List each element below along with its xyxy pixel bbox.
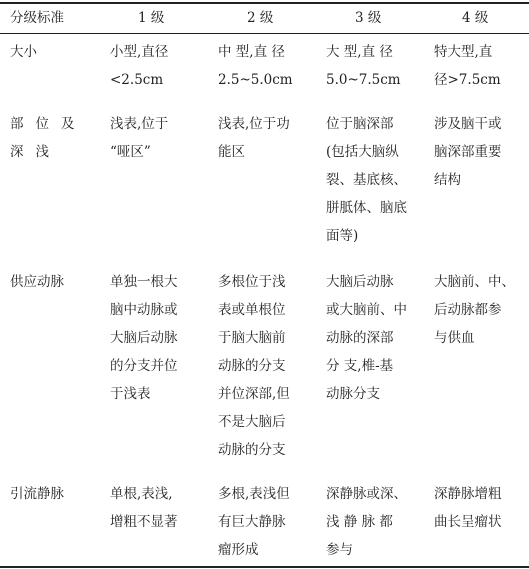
cell-size-grade-3: 大 型,直 径 5.0~7.5cm xyxy=(326,44,401,88)
cell-location-grade-2: 浅表,位于功 能区 xyxy=(218,116,290,160)
header-grade-2: 2 级 xyxy=(247,10,274,26)
cell-arteries-grade-1: 单独一根大 脑中动脉或 大脑后动脉 的分支并位 于浅表 xyxy=(110,274,178,402)
header-grade-4: 4 级 xyxy=(462,10,489,26)
table-bottom-rule xyxy=(0,566,529,568)
table-header-rule xyxy=(0,33,529,34)
header-criteria: 分级标准 xyxy=(10,10,64,26)
row-label-arteries: 供应动脉 xyxy=(10,274,64,290)
cell-veins-grade-2: 多根,表浅但 有巨大静脉 瘤形成 xyxy=(218,486,290,558)
row-label-veins: 引流静脉 xyxy=(10,486,64,502)
header-grade-3: 3 级 xyxy=(355,10,382,26)
header-grade-1: 1 级 xyxy=(138,10,165,26)
row-label-size: 大小 xyxy=(10,44,37,60)
cell-veins-grade-4: 深静脉增粗 曲长呈瘤状 xyxy=(434,486,502,530)
cell-size-grade-1: 小型,直径 <2.5cm xyxy=(110,44,169,88)
cell-location-grade-4: 涉及脑干或 脑深部重要 结构 xyxy=(434,116,502,188)
row-label-location: 部位及 深浅 xyxy=(10,116,87,160)
cell-arteries-grade-2: 多根位于浅 表或单根位 于脑大脑前 动脉的分支 并位深部,但 不是大脑后 动脉的分支 xyxy=(218,274,290,458)
cell-arteries-grade-3: 大脑后动脉 或大脑前、中 动脉的深部 分 支,椎-基 动脉分支 xyxy=(326,274,407,402)
cell-veins-grade-1: 单根,表浅, 增粗不显著 xyxy=(110,486,178,530)
cell-location-grade-3: 位于脑深部 (包括大脑纵 裂、基底核、 胼胝体、脑底 面等) xyxy=(326,116,407,244)
cell-size-grade-4: 特大型,直 径>7.5cm xyxy=(434,44,501,88)
cell-location-grade-1: 浅表,位于 “哑区” xyxy=(110,116,169,160)
cell-veins-grade-3: 深静脉或深、 浅 静 脉 都 参与 xyxy=(326,486,407,558)
cell-arteries-grade-4: 大脑前、中、 后动脉都参 与供血 xyxy=(434,274,515,346)
cell-size-grade-2: 中 型,直 径 2.5~5.0cm xyxy=(218,44,293,88)
